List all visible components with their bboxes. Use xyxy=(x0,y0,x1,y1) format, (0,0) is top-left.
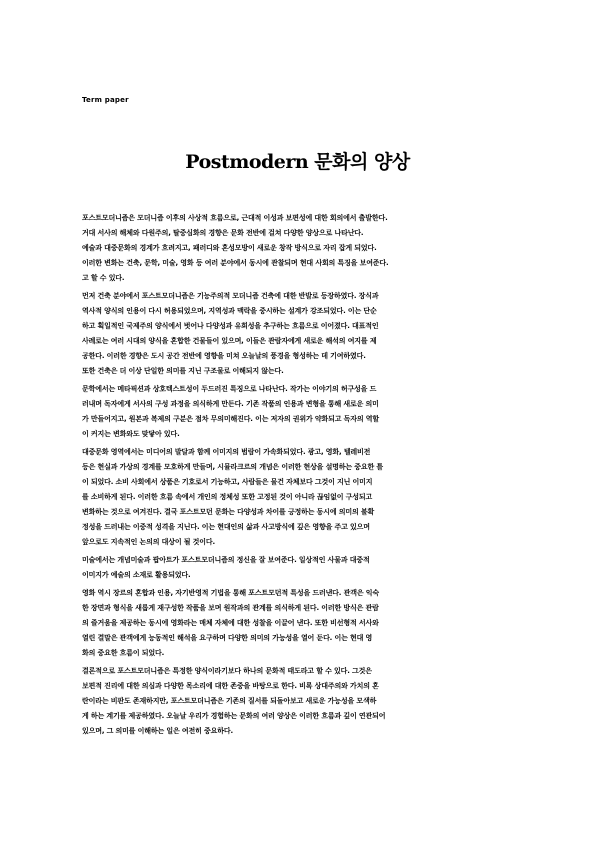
text-line: 대중문화 영역에서는 미디어의 발달과 함께 이미지의 범람이 가속화되었다. 광고, 영화, 텔레비전 xyxy=(82,448,371,456)
text-line: 미술에서는 개념미술과 팝아트가 포스트모더니즘의 정신을 잘 보여준다. 일상적인 사물과 대중적 xyxy=(82,556,370,564)
text-line: 이 되었다. 소비 사회에서 상품은 기호로서 기능하고, 사람들은 물건 자체보다 그것이 지닌 이미지 xyxy=(82,478,373,486)
document-title: Postmodern 문화의 양상 xyxy=(185,151,410,173)
text-line: 포스트모더니즘은 모더니즘 이후의 사상적 흐름으로, 근대적 이성과 보편성에 대한 회의에서 출발한다. xyxy=(82,214,388,222)
text-line: 영화 역시 장르의 혼합과 인용, 자기반영적 기법을 통해 포스트모던적 특성을 드러낸다. 관객은 익숙 xyxy=(82,589,379,597)
text-line: 보편적 진리에 대한 의심과 다양한 목소리에 대한 존중을 바탕으로 한다. 비록 상대주의와 가치의 혼 xyxy=(82,682,379,690)
text-line: 란이라는 비판도 존재하지만, 포스트모더니즘은 기존의 질서를 되돌아보고 새로운 가능성을 모색하 xyxy=(82,697,377,705)
text-line: 열린 결말은 관객에게 능동적인 해석을 요구하며 다양한 의미의 가능성을 열어 둔다. 이는 현대 영 xyxy=(82,634,373,642)
text-line: 또한 건축은 더 이상 단일한 의미를 지닌 구조물로 이해되지 않는다. xyxy=(82,367,284,375)
text-line: 하고 획일적인 국제주의 양식에서 벗어나 다양성과 유희성을 추구하는 흐름으로 이어졌다. 대표적인 xyxy=(82,322,379,330)
paragraph-4 xyxy=(82,446,512,548)
text-line: 예술과 대중문화의 경계가 흐려지고, 패러디와 혼성모방이 새로운 창작 방식으로 자리 잡게 되었다. xyxy=(82,244,377,252)
paragraph-1 xyxy=(82,212,512,284)
text-line: 변화하는 것으로 여겨진다. 결국 포스트모던 문화는 다양성과 차이를 긍정하는 동시에 의미의 불확 xyxy=(82,508,375,516)
text-line: 문학에서는 메타픽션과 상호텍스트성이 두드러진 특징으로 나타난다. 작가는 이야기의 허구성을 드 xyxy=(82,385,377,393)
text-line: 사례로는 여러 시대의 양식을 혼합한 건물들이 있으며, 이들은 관람자에게 새로운 해석의 여지를 제 xyxy=(82,337,377,345)
text-line: 먼저 건축 분야에서 포스트모더니즘은 기능주의적 모더니즘 건축에 대한 반발로 등장하였다. 장식과 xyxy=(82,292,379,300)
text-line: 이미지가 예술의 소재로 활용되었다. xyxy=(82,571,191,579)
text-line: 정성을 드러내는 이중적 성격을 지닌다. 이는 현대인의 삶과 사고방식에 깊은 영향을 주고 있으며 xyxy=(82,523,370,531)
paragraph-2 xyxy=(82,290,512,377)
header-label: Term paper xyxy=(82,96,129,104)
text-line: 있으며, 그 의미를 이해하는 일은 여전히 중요하다. xyxy=(82,727,233,735)
text-line: 거대 서사의 해체와 다원주의, 탈중심화의 경향은 문화 전반에 걸쳐 다양한 양상으로 나타난다. xyxy=(82,229,364,237)
text-line: 앞으로도 지속적인 논의의 대상이 될 것이다. xyxy=(82,538,215,546)
body-text xyxy=(82,212,512,743)
text-line: 의 즐거움을 제공하는 동시에 영화라는 매체 자체에 대한 성찰을 이끌어 낸다. 또한 비선형적 서사와 xyxy=(82,619,379,627)
paragraph-6 xyxy=(82,587,512,659)
text-line: 이 커지는 변화와도 맞닿아 있다. xyxy=(82,430,180,438)
text-line: 고 할 수 있다. xyxy=(82,274,125,282)
text-line: 를 소비하게 된다. 이러한 흐름 속에서 개인의 정체성 또한 고정된 것이 아니라 끊임없이 구성되고 xyxy=(82,493,373,501)
text-line: 공한다. 이러한 경향은 도시 공간 전반에 영향을 미쳐 오늘날의 풍경을 형성하는 데 기여하였다. xyxy=(82,352,366,360)
text-line: 가 만들어지고, 원본과 복제의 구분은 점차 무의미해진다. 이는 저자의 권위가 약화되고 독자의 역할 xyxy=(82,415,379,423)
paragraph-5 xyxy=(82,554,512,581)
paragraph-7 xyxy=(82,665,512,737)
text-line: 화의 중요한 흐름이 되었다. xyxy=(82,649,165,657)
text-line: 역사적 양식의 인용이 다시 허용되었으며, 지역성과 맥락을 중시하는 설계가 강조되었다. 이는 단순 xyxy=(82,307,377,315)
text-line: 한 장면과 형식을 새롭게 재구성한 작품을 보며 원작과의 관계를 의식하게 된다. 이러한 방식은 관람 xyxy=(82,604,379,612)
text-line: 러내며 독자에게 서사의 구성 과정을 의식하게 만든다. 기존 작품의 인용과 변형을 통해 새로운 의미 xyxy=(82,400,379,408)
text-line: 결론적으로 포스트모더니즘은 특정한 양식이라기보다 하나의 문화적 태도라고 할 수 있다. 그것은 xyxy=(82,667,372,675)
paragraph-3 xyxy=(82,383,512,440)
text-line: 이러한 변화는 건축, 문학, 미술, 영화 등 여러 분야에서 동시에 관찰되며 현대 사회의 특징을 보여준다. xyxy=(82,259,389,267)
text-line: 등은 현실과 가상의 경계를 모호하게 만들며, 시뮬라크르의 개념은 이러한 현상을 설명하는 중요한 틀 xyxy=(82,463,384,471)
text-line: 게 하는 계기를 제공하였다. 오늘날 우리가 경험하는 문화의 여러 양상은 이러한 흐름과 깊이 연관되어 xyxy=(82,712,386,720)
